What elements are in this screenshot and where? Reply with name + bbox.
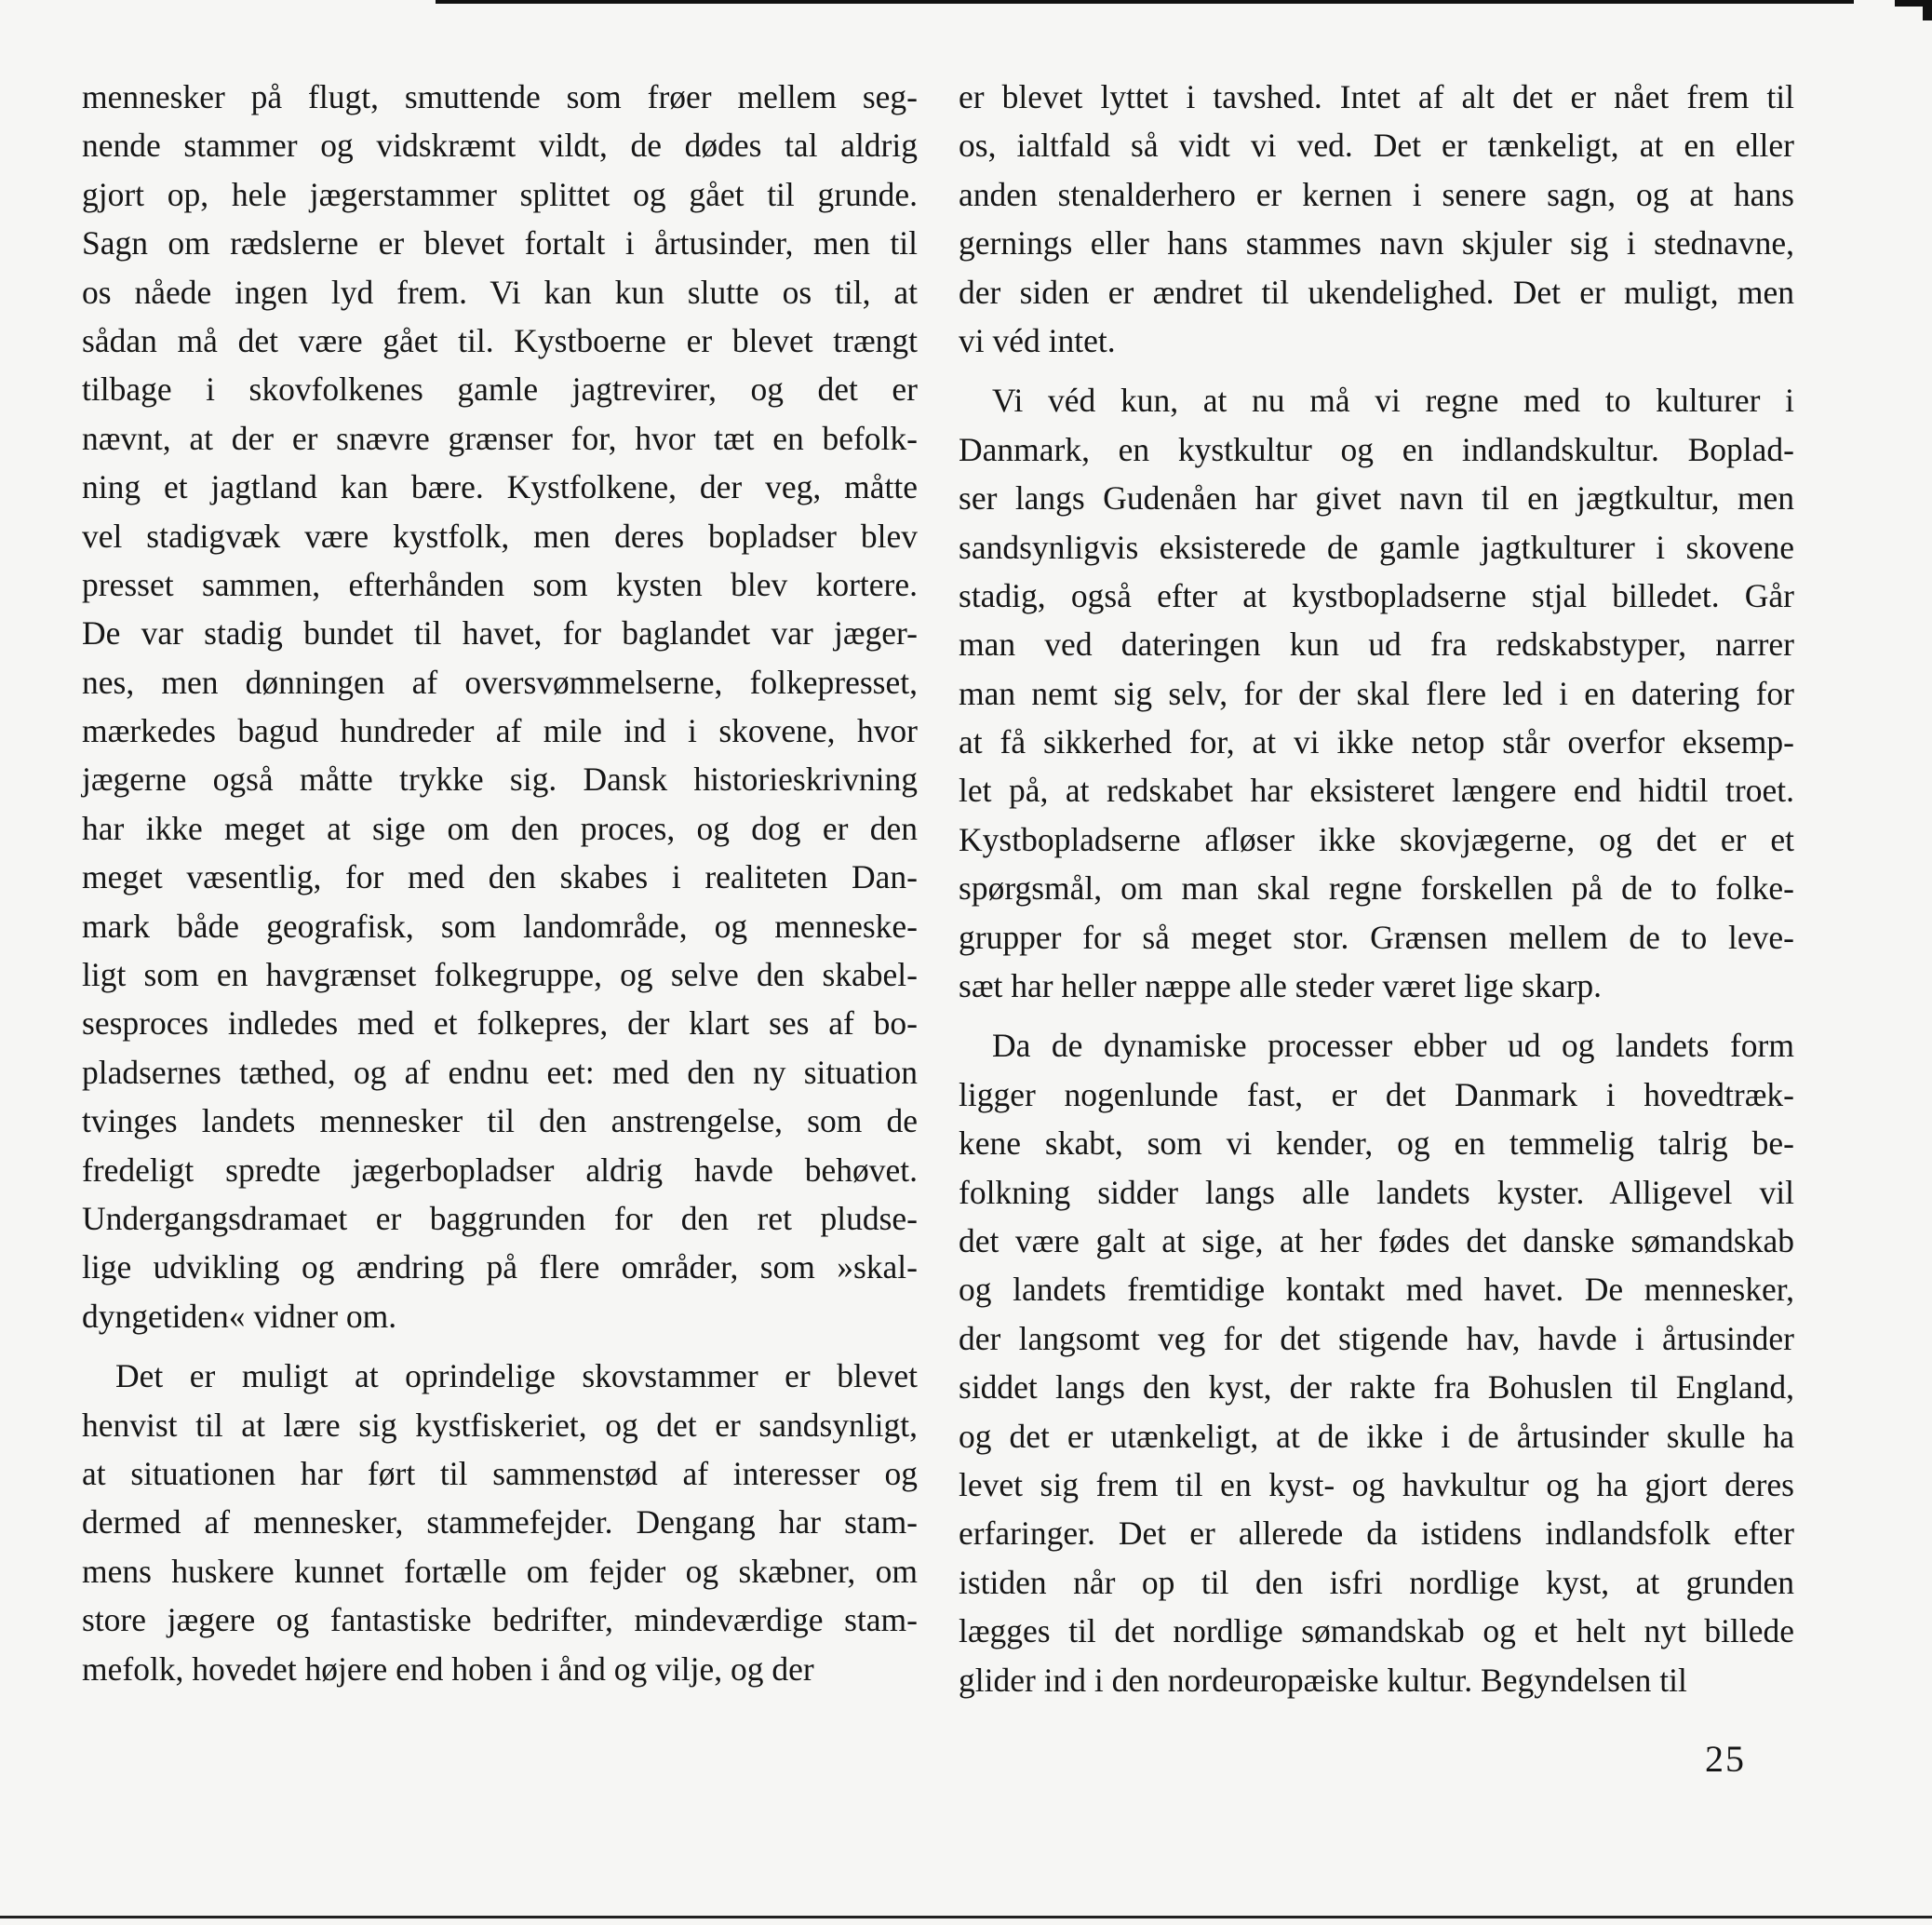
text-line: tilbage i skovfolkenes gamle jagtrevirer, og det er	[82, 370, 918, 409]
text-line: nævnt, at der er snævre grænser for, hvor tæt en befolk-	[82, 419, 918, 457]
text-line: glider ind i den nordeuropæiske kultur. Begyndelsen til	[959, 1661, 1687, 1699]
text-line: Danmark, en kystkultur og en indlandskultur. Boplad-	[959, 430, 1794, 468]
text-line: vel stadigvæk være kystfolk, men deres bopladser blev	[82, 517, 918, 555]
text-line: ning et jagtland kan bære. Kystfolkene, der veg, måtte	[82, 468, 918, 506]
text-line: spørgsmål, om man skal regne forskellen på de to folke-	[959, 869, 1794, 908]
text-line: vi véd intet.	[959, 321, 1116, 359]
paragraph	[82, 1352, 918, 1693]
text-line: sådan må det være gået til. Kystboerne er blevet trængt	[82, 321, 918, 359]
text-line: presset sammen, efterhånden som kysten blev kortere.	[82, 565, 918, 603]
text-line: mens huskere kunnet fortælle om fejder og skæbner, om	[82, 1552, 918, 1590]
text-line: nes, men dønningen af oversvømmelserne, folkepresset,	[82, 663, 918, 701]
text-line: henvist til at lære sig kystfiskeriet, og det er sandsynligt,	[82, 1406, 918, 1444]
text-line: let på, at redskabet har eksisteret længere end hidtil troet.	[959, 772, 1794, 810]
text-line: mefolk, hovedet højere end hoben i ånd og vilje, og der	[82, 1649, 814, 1688]
paragraph-gap	[959, 365, 1794, 376]
right-text-column	[959, 73, 1794, 1704]
text-line: folkning sidder langs alle landets kyster. Alligevel vil	[959, 1173, 1794, 1211]
text-line: erfaringer. Det er allerede da istidens indlandsfolk efter	[959, 1514, 1794, 1553]
paragraph	[959, 1021, 1794, 1703]
text-line: Det er muligt at oprindelige skovstammer er blevet	[115, 1357, 918, 1395]
text-line: De var stadig bundet til havet, for baglandet var jæger-	[82, 614, 918, 653]
bottom-rule	[0, 1916, 1932, 1918]
paragraph-gap	[82, 1340, 918, 1352]
text-line: der siden er ændret til ukendelighed. Det er muligt, men	[959, 273, 1794, 311]
text-line: dyngetiden« vidner om.	[82, 1297, 397, 1335]
text-line: siddet langs den kyst, der rakte fra Bohuslen til England,	[959, 1368, 1794, 1407]
paragraph	[959, 73, 1794, 365]
text-line: pladsernes tæthed, og af endnu eet: med den ny situation	[82, 1053, 918, 1091]
text-line: Sagn om rædslerne er blevet fortalt i årtusinder, men til	[82, 224, 918, 262]
text-line: Da de dynamiske processer ebber ud og landets form	[992, 1027, 1794, 1065]
paragraph	[82, 73, 918, 1340]
text-line: Undergangsdramaet er baggrunden for den ret pludse-	[82, 1199, 918, 1237]
text-line: jægerne også måtte trykke sig. Dansk historieskrivning	[82, 761, 918, 799]
text-line: sæt har heller næppe alle steder været lige skarp.	[959, 967, 1603, 1005]
text-line: ligger nogenlunde fast, er det Danmark i hovedtræk-	[959, 1075, 1794, 1113]
text-line: der langsomt veg for det stigende hav, havde i årtusinder	[959, 1319, 1794, 1357]
text-line: sandsynligvis eksisterede de gamle jagtkulturer i skovene	[959, 528, 1794, 566]
text-line: man nemt sig selv, for der skal flere led i en datering for	[959, 674, 1794, 712]
text-line: at situationen har ført til sammenstød af interesser og	[82, 1454, 918, 1492]
text-line: lige udvikling og ændring på flere områder, som »skal-	[82, 1248, 918, 1286]
left-text-column	[82, 73, 918, 1693]
text-line: at få sikkerhed for, at vi ikke netop står overfor eksemp-	[959, 723, 1794, 761]
text-line: lægges til det nordlige sømandskab og et helt nyt billede	[959, 1612, 1794, 1650]
text-line: dermed af mennesker, stammefejder. Dengang har stam-	[82, 1503, 918, 1541]
text-line: det være galt at sige, at her fødes det danske sømandskab	[959, 1221, 1794, 1259]
text-line: fredeligt spredte jægerbopladser aldrig havde behøvet.	[82, 1151, 918, 1189]
text-line: meget væsentlig, for med den skabes i realiteten Dan-	[82, 858, 918, 896]
text-line: og det er utænkeligt, at de ikke i de årtusinder skulle ha	[959, 1417, 1794, 1455]
paragraph	[959, 376, 1794, 1010]
text-line: gernings eller hans stammes navn skjuler sig i stednavne,	[959, 224, 1794, 262]
text-line: og landets fremtidige kontakt med havet. De mennesker,	[959, 1271, 1794, 1309]
text-line: sesproces indledes med et folkepres, der klart ses af bo-	[82, 1004, 918, 1043]
text-line: Kystbopladserne afløser ikke skovjægerne, og det er et	[959, 820, 1794, 858]
text-line: gjort op, hele jægerstammer splittet og gået til grunde.	[82, 175, 918, 213]
text-line: stadig, også efter at kystbopladserne stjal billedet. Går	[959, 576, 1794, 614]
text-line: man ved dateringen kun ud fra redskabstyper, narrer	[959, 626, 1794, 664]
text-line: nende stammer og vidskræmt vildt, de dødes tal aldrig	[82, 127, 918, 165]
corner-mark	[1895, 0, 1932, 20]
text-line: Vi véd kun, at nu må vi regne med to kulturer i	[992, 382, 1794, 420]
text-line: mærkedes bagud hundreder af mile ind i skovene, hvor	[82, 712, 918, 750]
text-line: mark både geografisk, som landområde, og menneske-	[82, 907, 918, 945]
text-line: ligt som en havgrænset folkegruppe, og selve den skabel-	[82, 956, 918, 994]
text-line: anden stenalderhero er kernen i senere sagn, og at hans	[959, 175, 1794, 213]
text-line: mennesker på flugt, smuttende som frøer mellem seg-	[82, 78, 918, 115]
text-line: levet sig frem til en kyst- og havkultur og ha gjort deres	[959, 1465, 1794, 1503]
text-line: tvinges landets mennesker til den anstrengelse, som de	[82, 1102, 918, 1140]
text-line: os nåede ingen lyd frem. Vi kan kun slutte os til, at	[82, 273, 918, 311]
paragraph-gap	[959, 1010, 1794, 1021]
top-rule	[436, 0, 1854, 4]
text-line: grupper for så meget stor. Grænsen mellem de to leve-	[959, 918, 1794, 956]
text-line: os, ialtfald så vidt vi ved. Det er tænkeligt, at en eller	[959, 127, 1794, 165]
page-number: 25	[1705, 1738, 1746, 1780]
text-line: har ikke meget at sige om den proces, og dog er den	[82, 809, 918, 847]
text-line: istiden når op til den isfri nordlige kyst, at grunden	[959, 1563, 1794, 1601]
text-line: ser langs Gudenåen har givet navn til en jægtkultur, men	[959, 479, 1794, 518]
text-line: store jægere og fantastiske bedrifter, mindeværdige stam-	[82, 1601, 918, 1639]
text-line: kene skabt, som vi kender, og en temmelig talrig be-	[959, 1124, 1794, 1163]
text-line: er blevet lyttet i tavshed. Intet af alt det er nået frem til	[959, 78, 1794, 115]
